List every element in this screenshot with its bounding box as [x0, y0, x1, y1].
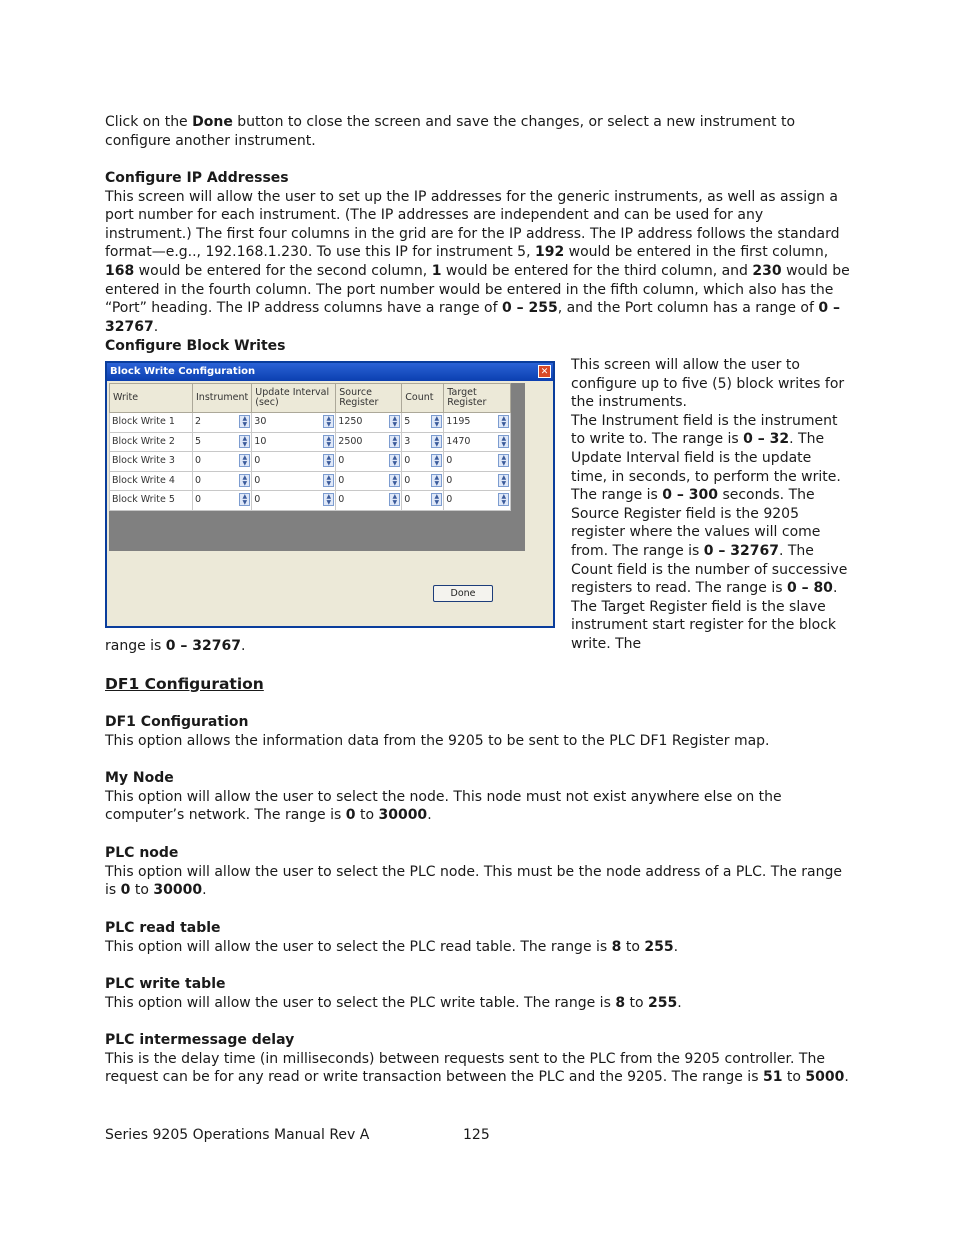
- spinner-icon[interactable]: ▲ ▼: [431, 493, 442, 506]
- spinner-icon[interactable]: ▲ ▼: [389, 435, 400, 448]
- spinner-icon[interactable]: ▲ ▼: [431, 415, 442, 428]
- done-keyword: Done: [192, 114, 233, 130]
- grid-cell-input[interactable]: 0 ▲ ▼: [252, 471, 336, 491]
- grid-cell-input[interactable]: 0 ▲ ▼: [402, 491, 444, 511]
- grid-cell-input[interactable]: 0 ▲ ▼: [252, 452, 336, 472]
- grid-cell-input[interactable]: 0 ▲ ▼: [193, 471, 252, 491]
- spinner-icon[interactable]: ▲ ▼: [498, 454, 509, 467]
- spinner-icon[interactable]: ▲ ▼: [389, 415, 400, 428]
- spinner-icon[interactable]: ▲ ▼: [239, 435, 250, 448]
- grid-cell-input[interactable]: 1250 ▲ ▼: [336, 413, 402, 433]
- page-number: 125: [463, 1127, 490, 1143]
- ip-heading: Configure IP Addresses: [105, 170, 289, 186]
- grid-cell-input[interactable]: 0 ▲ ▼: [402, 471, 444, 491]
- bw-heading-wrap: [105, 337, 850, 356]
- spinner-icon[interactable]: ▲ ▼: [431, 454, 442, 467]
- df1-item: [105, 844, 850, 900]
- bw-heading: Configure Block Writes: [105, 338, 286, 354]
- grid-cell-input[interactable]: 30 ▲ ▼: [252, 413, 336, 433]
- grid-cell-input[interactable]: 0 ▲ ▼: [444, 491, 511, 511]
- col-header: Write: [110, 384, 193, 413]
- grid-cell-input[interactable]: 0 ▲ ▼: [252, 491, 336, 511]
- done-button[interactable]: Done: [433, 585, 493, 602]
- grid-header-row: [110, 384, 511, 413]
- grid-cell-input[interactable]: 0 ▲ ▼: [336, 471, 402, 491]
- row-label: Block Write 2: [110, 432, 193, 452]
- row-label: Block Write 1: [110, 413, 193, 433]
- spinner-icon[interactable]: ▲ ▼: [323, 493, 334, 506]
- spinner-icon[interactable]: ▲ ▼: [498, 493, 509, 506]
- grid-cell-input[interactable]: 0 ▲ ▼: [193, 452, 252, 472]
- close-icon[interactable]: ✕: [538, 365, 551, 378]
- col-header: Target Register: [444, 384, 511, 413]
- spinner-icon[interactable]: ▲ ▼: [239, 474, 250, 487]
- grid-cell-input[interactable]: 0 ▲ ▼: [402, 452, 444, 472]
- table-row: [110, 471, 511, 491]
- spinner-icon[interactable]: ▲ ▼: [431, 474, 442, 487]
- grid-cell-input[interactable]: 2500 ▲ ▼: [336, 432, 402, 452]
- df1-item: [105, 975, 850, 1012]
- intro-paragraph: [105, 113, 850, 150]
- row-label: Block Write 3: [110, 452, 193, 472]
- df1-item-heading: PLC write table: [105, 976, 226, 992]
- row-label: Block Write 5: [110, 491, 193, 511]
- df1-item-body: This option will allow the user to select the PLC read table. The range is 8 to 255.: [105, 938, 679, 955]
- df1-section-title: DF1 Configuration: [105, 675, 264, 693]
- spinner-icon[interactable]: ▲ ▼: [323, 435, 334, 448]
- table-row: [110, 491, 511, 511]
- grid-cell-input[interactable]: 5 ▲ ▼: [402, 413, 444, 433]
- col-header: Count: [402, 384, 444, 413]
- df1-item: [105, 919, 850, 956]
- spinner-icon[interactable]: ▲ ▼: [498, 474, 509, 487]
- df1-item-body: This option will allow the user to select the PLC write table. The range is 8 to 255.: [105, 994, 682, 1011]
- bw-side-p2: The Instrument field is the instrument to write to. The range is 0 – 32. The Update Interval field is the update time, in seconds, to perform the write. The range is 0 – 300 seconds. The Source Register field is the 9205 register where the values will come from. The range is 0 – 32767. The Count field is the number of successive registers to read. The range is 0 – 80. The Target Register field is the slave instrument start register for the block write. The: [571, 412, 848, 652]
- spinner-icon[interactable]: ▲ ▼: [323, 474, 334, 487]
- grid-cell-input[interactable]: 0 ▲ ▼: [444, 471, 511, 491]
- df1-item-heading: DF1 Configuration: [105, 714, 249, 730]
- df1-item-body: This option allows the information data from the 9205 to be sent to the PLC DF1 Register map.: [105, 732, 770, 749]
- df1-item-heading: PLC read table: [105, 920, 221, 936]
- col-header: Update Interval (sec): [252, 384, 336, 413]
- df1-item: [105, 1031, 850, 1087]
- grid-cell-input[interactable]: 2 ▲ ▼: [193, 413, 252, 433]
- bw-side-text: [571, 356, 851, 654]
- grid-cell-input[interactable]: 0 ▲ ▼: [444, 452, 511, 472]
- col-header: Instrument: [193, 384, 252, 413]
- spinner-icon[interactable]: ▲ ▼: [239, 415, 250, 428]
- df1-item-heading: PLC intermessage delay: [105, 1032, 295, 1048]
- spinner-icon[interactable]: ▲ ▼: [389, 474, 400, 487]
- df1-item-body: This is the delay time (in milliseconds) between requests sent to the PLC from the 9205 controller. The request can be for any read or write transaction between the PLC and the 9205. The range is 51 to 5000.: [105, 1050, 849, 1086]
- footer-title: Series 9205 Operations Manual Rev A: [105, 1127, 370, 1143]
- spinner-icon[interactable]: ▲ ▼: [239, 493, 250, 506]
- ip-section: [105, 169, 850, 336]
- spinner-icon[interactable]: ▲ ▼: [389, 493, 400, 506]
- spinner-icon[interactable]: ▲ ▼: [239, 454, 250, 467]
- df1-item-heading: PLC node: [105, 845, 179, 861]
- spinner-icon[interactable]: ▲ ▼: [498, 415, 509, 428]
- bw-side-p1: This screen will allow the user to configure up to five (5) block writes for the instruments.: [571, 357, 845, 411]
- intro-text: Click on the: [105, 114, 193, 130]
- grid-cell-input[interactable]: 1195 ▲ ▼: [444, 413, 511, 433]
- grid-cell-input[interactable]: 0 ▲ ▼: [193, 491, 252, 511]
- table-row: [110, 432, 511, 452]
- col-header: Source Register: [336, 384, 402, 413]
- dialog-title: Block Write Configuration: [110, 366, 256, 377]
- df1-item: [105, 713, 850, 750]
- spinner-icon[interactable]: ▲ ▼: [323, 454, 334, 467]
- row-label: Block Write 4: [110, 471, 193, 491]
- spinner-icon[interactable]: ▲ ▼: [431, 435, 442, 448]
- spinner-icon[interactable]: ▲ ▼: [389, 454, 400, 467]
- grid-cell-input[interactable]: 10 ▲ ▼: [252, 432, 336, 452]
- spinner-icon[interactable]: ▲ ▼: [323, 415, 334, 428]
- block-write-dialog: [105, 361, 555, 628]
- dialog-titlebar: [107, 363, 553, 381]
- grid-cell-input[interactable]: 0 ▲ ▼: [336, 491, 402, 511]
- intro-text-rest: button to close the screen and save the changes, or select a new instrument to configure another instrument.: [105, 114, 796, 149]
- df1-item-body: This option will allow the user to select the PLC node. This must be the node address of a PLC. The range is 0 to 30000.: [105, 863, 842, 899]
- grid-cell-input[interactable]: 0 ▲ ▼: [336, 452, 402, 472]
- spinner-icon[interactable]: ▲ ▼: [498, 435, 509, 448]
- bw-tail: range is 0 – 32767.: [105, 638, 246, 654]
- grid-cell-input[interactable]: 3 ▲ ▼: [402, 432, 444, 452]
- df1-item-heading: My Node: [105, 770, 174, 786]
- df1-section-title-wrap: [105, 675, 850, 694]
- grid-cell-input[interactable]: 1470 ▲ ▼: [444, 432, 511, 452]
- block-write-table: [109, 383, 511, 511]
- grid-cell-input[interactable]: 5 ▲ ▼: [193, 432, 252, 452]
- df1-item: [105, 769, 850, 825]
- block-write-grid: [109, 383, 525, 551]
- table-row: [110, 452, 511, 472]
- df1-item-body: This option will allow the user to select the node. This node must not exist anywhere else on the computer’s network. The range is 0 to 30000.: [105, 788, 782, 824]
- ip-body: This screen will allow the user to set up the IP addresses for the generic instruments, as well as assign a port number for each instrument. (The IP addresses are independent and can be used for any instrument.) The first four columns in the grid are for the IP address. The IP address follows the standard format—e.g.., 192.168.1.230. To use this IP for instrument 5, 192 would be entered in the first column, 168 would be entered for the second column, 1 would be entered for the third column, and 230 would be entered in the fourth column. The port number would be entered in the fifth column, which also has the “Port” heading. The IP address columns have a range of 0 – 255, and the Port column has a range of 0 – 32767.: [105, 188, 850, 335]
- table-row: [110, 413, 511, 433]
